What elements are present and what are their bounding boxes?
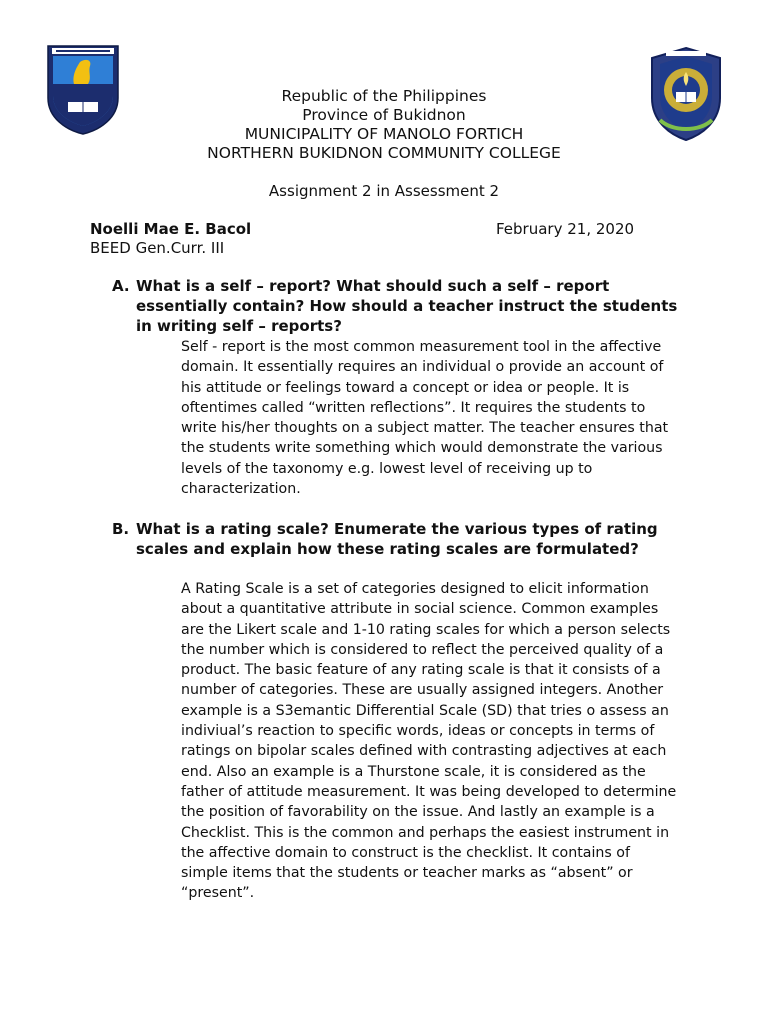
header-municipality: MUNICIPALITY OF MANOLO FORTICH	[244, 125, 524, 143]
submission-date: February 21, 2020	[496, 220, 635, 238]
header-republic: Republic of the Philippines	[281, 87, 487, 105]
question-block-a	[112, 276, 702, 499]
header-college: NORTHERN BUKIDNON COMMUNITY COLLEGE	[207, 144, 561, 162]
question-b	[112, 519, 702, 559]
student-course: BEED Gen.Curr. III	[90, 239, 225, 257]
answer-a: Self - report is the most common measurement tool in the affective domain. It essentially requires an individual o provide an account of his attitude or feelings toward a concept or idea or people. It is oftentimes called “written reflections”. It requires the students to write his/her thoughts on a subject matter. The teacher ensures that the students write something which would demonstrate the various levels of the taxonomy e.g. lowest level of receiving up to characterization.	[181, 339, 669, 498]
student-name: Noelli Mae E. Bacol	[90, 220, 252, 238]
question-text: What is a self – report? What should such a self – report essentially contain? How should a teacher instruct the students in writing self – reports?	[136, 277, 678, 335]
question-text: What is a rating scale? Enumerate the various types of rating scales and explain how these rating scales are formulated?	[136, 520, 658, 558]
question-a	[112, 276, 702, 336]
question-letter: A.	[112, 277, 130, 295]
document-header	[0, 87, 768, 163]
header-province: Province of Bukidnon	[302, 106, 466, 124]
question-block-b	[112, 519, 702, 904]
answer-b: A Rating Scale is a set of categories designed to elicit information about a quantitative attribute in social science. Common examples are the Likert scale and 1-10 rating scales for which a person selects the number which is considered to reflect the perceived quality of a product. The basic feature of any rating scale is that it consists of a number of categories. These are usually assigned integers. Another example is a S3emantic Differential Scale (SD) that tries o assess an indiviual’s reaction to specific words, ideas or concepts in terms of ratings on bipolar scales defined with contrasting adjectives at each end. Also an example is a Thurstone scale, it is considered as the father of attitude measurement. It was being developed to determine the position of favorability on the issue. And lastly an example is a Checklist. This is the common and perhaps the easiest instrument in the affective domain to construct is the checklist. It contains of simple items that the students or teacher marks as “absent” or “present”.	[181, 581, 677, 902]
assignment-title: Assignment 2 in Assessment 2	[268, 182, 500, 200]
question-letter: B.	[112, 520, 130, 538]
